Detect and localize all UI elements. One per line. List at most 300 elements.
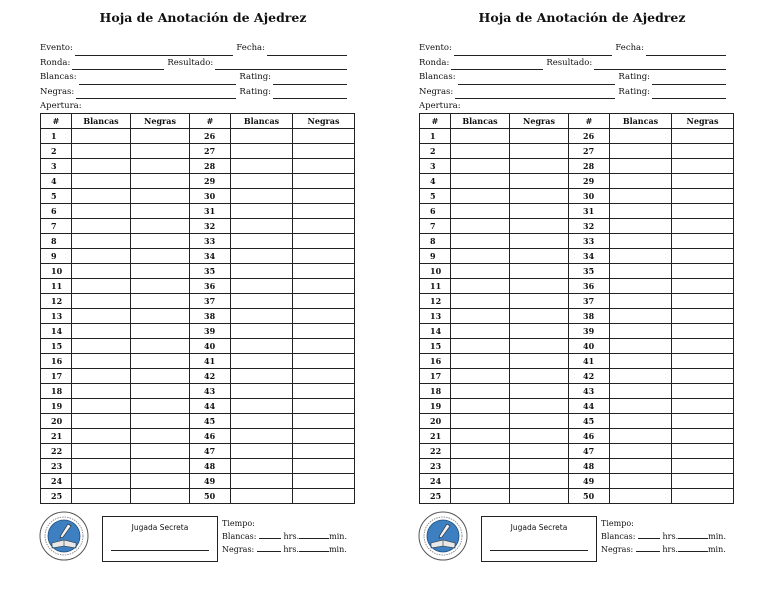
negras-rating-field[interactable] bbox=[273, 88, 347, 99]
black-move-cell-right[interactable] bbox=[293, 204, 355, 219]
white-move-cell-left[interactable] bbox=[72, 369, 131, 384]
move-number-left: 12 bbox=[420, 294, 451, 309]
move-number-left: 1 bbox=[420, 129, 451, 144]
black-move-cell-right[interactable] bbox=[293, 399, 355, 414]
black-move-cell-left[interactable] bbox=[131, 189, 190, 204]
white-move-cell-right[interactable] bbox=[231, 384, 293, 399]
move-row bbox=[41, 249, 355, 264]
white-move-cell-left[interactable] bbox=[451, 264, 510, 279]
negras-label: Negras: bbox=[419, 86, 454, 97]
black-move-cell-right[interactable] bbox=[293, 429, 355, 444]
black-move-cell-right[interactable] bbox=[293, 249, 355, 264]
black-move-cell-right[interactable] bbox=[672, 339, 734, 354]
black-move-cell-right[interactable] bbox=[293, 144, 355, 159]
move-row bbox=[420, 489, 734, 504]
move-number-right: 50 bbox=[190, 489, 231, 504]
black-move-cell-right[interactable] bbox=[293, 309, 355, 324]
white-move-cell-right[interactable] bbox=[610, 369, 672, 384]
move-number-right: 41 bbox=[190, 354, 231, 369]
move-number-right: 34 bbox=[569, 249, 610, 264]
white-move-cell-right[interactable] bbox=[231, 219, 293, 234]
black-move-cell-left[interactable] bbox=[510, 369, 569, 384]
white-move-cell-left[interactable] bbox=[72, 159, 131, 174]
white-move-cell-left[interactable] bbox=[72, 264, 131, 279]
white-move-cell-left[interactable] bbox=[451, 159, 510, 174]
black-move-cell-left[interactable] bbox=[510, 399, 569, 414]
white-move-cell-left[interactable] bbox=[451, 474, 510, 489]
white-move-cell-left[interactable] bbox=[451, 369, 510, 384]
black-move-cell-left[interactable] bbox=[510, 309, 569, 324]
black-move-cell-right[interactable] bbox=[672, 369, 734, 384]
time-negras-min-field[interactable] bbox=[678, 543, 708, 552]
black-move-cell-right[interactable] bbox=[293, 489, 355, 504]
black-move-cell-left[interactable] bbox=[510, 384, 569, 399]
white-move-cell-left[interactable] bbox=[72, 279, 131, 294]
black-move-cell-right[interactable] bbox=[672, 129, 734, 144]
white-move-cell-left[interactable] bbox=[451, 234, 510, 249]
black-move-cell-left[interactable] bbox=[131, 264, 190, 279]
move-number-right: 46 bbox=[190, 429, 231, 444]
black-move-cell-left[interactable] bbox=[510, 444, 569, 459]
move-number-right: 45 bbox=[569, 414, 610, 429]
black-move-cell-right[interactable] bbox=[293, 294, 355, 309]
white-move-cell-right[interactable] bbox=[610, 204, 672, 219]
white-move-cell-right[interactable] bbox=[610, 159, 672, 174]
move-number-left: 24 bbox=[41, 474, 72, 489]
black-move-cell-left[interactable] bbox=[510, 234, 569, 249]
move-number-left: 22 bbox=[41, 444, 72, 459]
move-row bbox=[41, 234, 355, 249]
black-move-cell-left[interactable] bbox=[131, 459, 190, 474]
black-move-cell-left[interactable] bbox=[510, 204, 569, 219]
time-negras-label: Negras: bbox=[222, 545, 255, 554]
black-move-cell-left[interactable] bbox=[131, 384, 190, 399]
move-number-right: 47 bbox=[569, 444, 610, 459]
move-number-right: 27 bbox=[569, 144, 610, 159]
black-move-cell-right[interactable] bbox=[672, 189, 734, 204]
black-move-cell-left[interactable] bbox=[131, 399, 190, 414]
white-move-cell-left[interactable] bbox=[72, 249, 131, 264]
black-move-cell-right[interactable] bbox=[293, 129, 355, 144]
move-number-left: 3 bbox=[41, 159, 72, 174]
move-number-left: 17 bbox=[420, 369, 451, 384]
white-move-cell-left[interactable] bbox=[451, 414, 510, 429]
white-move-cell-left[interactable] bbox=[451, 204, 510, 219]
black-move-cell-right[interactable] bbox=[293, 279, 355, 294]
col-number-left: # bbox=[420, 114, 451, 129]
black-move-cell-right[interactable] bbox=[672, 309, 734, 324]
move-row bbox=[420, 159, 734, 174]
white-move-cell-left[interactable] bbox=[72, 399, 131, 414]
white-move-cell-right[interactable] bbox=[231, 234, 293, 249]
white-move-cell-left[interactable] bbox=[451, 444, 510, 459]
white-move-cell-right[interactable] bbox=[231, 159, 293, 174]
black-move-cell-left[interactable] bbox=[131, 414, 190, 429]
time-negras-hrs-field[interactable] bbox=[257, 543, 281, 552]
black-move-cell-right[interactable] bbox=[672, 354, 734, 369]
black-move-cell-left[interactable] bbox=[131, 129, 190, 144]
move-number-right: 48 bbox=[190, 459, 231, 474]
fecha-field[interactable] bbox=[646, 45, 726, 56]
time-negras-hrs-field[interactable] bbox=[636, 543, 660, 552]
white-move-cell-left[interactable] bbox=[72, 384, 131, 399]
white-move-cell-right[interactable] bbox=[610, 489, 672, 504]
black-move-cell-right[interactable] bbox=[672, 249, 734, 264]
white-move-cell-right[interactable] bbox=[610, 249, 672, 264]
secret-move-box[interactable] bbox=[481, 516, 597, 562]
black-move-cell-right[interactable] bbox=[293, 339, 355, 354]
black-move-cell-right[interactable] bbox=[293, 474, 355, 489]
black-move-cell-left[interactable] bbox=[131, 324, 190, 339]
white-move-cell-left[interactable] bbox=[72, 144, 131, 159]
blancas-field[interactable] bbox=[458, 74, 616, 85]
black-move-cell-left[interactable] bbox=[131, 144, 190, 159]
ronda-field[interactable] bbox=[72, 59, 164, 70]
black-move-cell-left[interactable] bbox=[510, 414, 569, 429]
black-move-cell-left[interactable] bbox=[131, 474, 190, 489]
black-move-cell-right[interactable] bbox=[672, 414, 734, 429]
white-move-cell-right[interactable] bbox=[231, 309, 293, 324]
blancas-rating-field[interactable] bbox=[273, 74, 347, 85]
white-move-cell-right[interactable] bbox=[610, 264, 672, 279]
black-move-cell-right[interactable] bbox=[672, 234, 734, 249]
white-move-cell-left[interactable] bbox=[72, 429, 131, 444]
white-move-cell-left[interactable] bbox=[451, 459, 510, 474]
resultado-field[interactable] bbox=[594, 59, 726, 70]
fecha-field[interactable] bbox=[267, 45, 347, 56]
black-move-cell-right[interactable] bbox=[672, 384, 734, 399]
black-move-cell-right[interactable] bbox=[672, 294, 734, 309]
time-blancas-min-field[interactable] bbox=[678, 530, 708, 539]
black-move-cell-right[interactable] bbox=[293, 219, 355, 234]
white-move-cell-left[interactable] bbox=[72, 459, 131, 474]
move-number-right: 30 bbox=[569, 189, 610, 204]
white-move-cell-right[interactable] bbox=[610, 294, 672, 309]
white-move-cell-right[interactable] bbox=[231, 174, 293, 189]
white-move-cell-left[interactable] bbox=[72, 474, 131, 489]
white-move-cell-right[interactable] bbox=[231, 324, 293, 339]
white-move-cell-left[interactable] bbox=[451, 309, 510, 324]
col-negras-left: Negras bbox=[131, 114, 190, 129]
white-move-cell-left[interactable] bbox=[72, 444, 131, 459]
move-number-left: 16 bbox=[420, 354, 451, 369]
black-move-cell-left[interactable] bbox=[510, 489, 569, 504]
time-negras-min-label: min. bbox=[707, 545, 726, 554]
black-move-cell-left[interactable] bbox=[131, 429, 190, 444]
black-move-cell-left[interactable] bbox=[131, 369, 190, 384]
resultado-field[interactable] bbox=[215, 59, 347, 70]
black-move-cell-left[interactable] bbox=[131, 339, 190, 354]
white-move-cell-right[interactable] bbox=[231, 279, 293, 294]
white-move-cell-left[interactable] bbox=[451, 429, 510, 444]
white-move-cell-left[interactable] bbox=[451, 144, 510, 159]
move-number-left: 20 bbox=[420, 414, 451, 429]
move-row bbox=[41, 474, 355, 489]
move-row bbox=[420, 414, 734, 429]
secret-move-line bbox=[111, 550, 209, 551]
apertura-field[interactable] bbox=[84, 103, 347, 114]
negras-field[interactable] bbox=[76, 88, 236, 99]
black-move-cell-left[interactable] bbox=[510, 459, 569, 474]
negras-label: Negras: bbox=[40, 86, 75, 97]
black-move-cell-right[interactable] bbox=[672, 174, 734, 189]
black-move-cell-right[interactable] bbox=[293, 264, 355, 279]
white-move-cell-left[interactable] bbox=[451, 294, 510, 309]
white-move-cell-right[interactable] bbox=[610, 429, 672, 444]
white-move-cell-right[interactable] bbox=[231, 189, 293, 204]
black-move-cell-left[interactable] bbox=[510, 429, 569, 444]
negras-rating-field[interactable] bbox=[652, 88, 726, 99]
move-row bbox=[41, 309, 355, 324]
white-move-cell-left[interactable] bbox=[451, 189, 510, 204]
negras-field[interactable] bbox=[455, 88, 615, 99]
ronda-label: Ronda: bbox=[40, 57, 71, 68]
black-move-cell-left[interactable] bbox=[510, 324, 569, 339]
white-move-cell-right[interactable] bbox=[231, 414, 293, 429]
white-move-cell-right[interactable] bbox=[610, 234, 672, 249]
black-move-cell-left[interactable] bbox=[131, 204, 190, 219]
white-move-cell-right[interactable] bbox=[610, 174, 672, 189]
move-number-left: 21 bbox=[420, 429, 451, 444]
black-move-cell-left[interactable] bbox=[131, 279, 190, 294]
time-blancas-min-field[interactable] bbox=[299, 530, 329, 539]
white-move-cell-left[interactable] bbox=[451, 399, 510, 414]
white-move-cell-left[interactable] bbox=[72, 234, 131, 249]
black-move-cell-left[interactable] bbox=[131, 159, 190, 174]
black-move-cell-right[interactable] bbox=[672, 489, 734, 504]
white-move-cell-left[interactable] bbox=[451, 249, 510, 264]
move-number-right: 38 bbox=[190, 309, 231, 324]
black-move-cell-right[interactable] bbox=[293, 444, 355, 459]
black-move-cell-right[interactable] bbox=[672, 279, 734, 294]
blancas-rating-label: Rating: bbox=[618, 72, 650, 82]
black-move-cell-right[interactable] bbox=[672, 474, 734, 489]
black-move-cell-right[interactable] bbox=[672, 459, 734, 474]
moves-header-row bbox=[41, 114, 355, 129]
move-number-right: 32 bbox=[569, 219, 610, 234]
black-move-cell-right[interactable] bbox=[293, 384, 355, 399]
time-blancas-hrs-field[interactable] bbox=[259, 530, 281, 539]
move-row bbox=[420, 279, 734, 294]
move-number-right: 31 bbox=[569, 204, 610, 219]
black-move-cell-left[interactable] bbox=[131, 444, 190, 459]
black-move-cell-right[interactable] bbox=[293, 354, 355, 369]
move-row bbox=[420, 234, 734, 249]
evento-field[interactable] bbox=[454, 45, 612, 56]
white-move-cell-right[interactable] bbox=[231, 489, 293, 504]
black-move-cell-right[interactable] bbox=[672, 399, 734, 414]
white-move-cell-right[interactable] bbox=[231, 129, 293, 144]
white-move-cell-left[interactable] bbox=[72, 219, 131, 234]
white-move-cell-right[interactable] bbox=[610, 324, 672, 339]
white-move-cell-left[interactable] bbox=[72, 324, 131, 339]
black-move-cell-left[interactable] bbox=[510, 474, 569, 489]
white-move-cell-right[interactable] bbox=[610, 444, 672, 459]
white-move-cell-right[interactable] bbox=[610, 384, 672, 399]
move-number-right: 36 bbox=[569, 279, 610, 294]
col-blancas-left: Blancas bbox=[72, 114, 131, 129]
blancas-rating-field[interactable] bbox=[652, 74, 726, 85]
white-move-cell-left[interactable] bbox=[72, 174, 131, 189]
white-move-cell-right[interactable] bbox=[610, 219, 672, 234]
move-row bbox=[420, 294, 734, 309]
move-row bbox=[420, 339, 734, 354]
black-move-cell-left[interactable] bbox=[510, 264, 569, 279]
white-move-cell-right[interactable] bbox=[610, 399, 672, 414]
black-move-cell-left[interactable] bbox=[510, 294, 569, 309]
black-move-cell-right[interactable] bbox=[672, 444, 734, 459]
white-move-cell-right[interactable] bbox=[610, 309, 672, 324]
move-number-right: 29 bbox=[190, 174, 231, 189]
black-move-cell-left[interactable] bbox=[510, 354, 569, 369]
move-row bbox=[420, 219, 734, 234]
black-move-cell-left[interactable] bbox=[510, 144, 569, 159]
time-negras-min-field[interactable] bbox=[299, 543, 329, 552]
white-move-cell-right[interactable] bbox=[610, 339, 672, 354]
white-move-cell-left[interactable] bbox=[72, 339, 131, 354]
white-move-cell-left[interactable] bbox=[72, 354, 131, 369]
white-move-cell-left[interactable] bbox=[72, 309, 131, 324]
white-move-cell-right[interactable] bbox=[231, 264, 293, 279]
white-move-cell-left[interactable] bbox=[451, 129, 510, 144]
black-move-cell-left[interactable] bbox=[510, 189, 569, 204]
black-move-cell-left[interactable] bbox=[131, 309, 190, 324]
col-negras-left: Negras bbox=[510, 114, 569, 129]
move-row bbox=[41, 174, 355, 189]
white-move-cell-right[interactable] bbox=[610, 129, 672, 144]
black-move-cell-left[interactable] bbox=[510, 219, 569, 234]
move-number-left: 3 bbox=[420, 159, 451, 174]
black-move-cell-right[interactable] bbox=[293, 324, 355, 339]
white-move-cell-left[interactable] bbox=[451, 339, 510, 354]
black-move-cell-right[interactable] bbox=[672, 324, 734, 339]
time-blancas-min-label: min. bbox=[708, 532, 726, 541]
black-move-cell-right[interactable] bbox=[672, 429, 734, 444]
evento-field[interactable] bbox=[75, 45, 233, 56]
black-move-cell-right[interactable] bbox=[293, 189, 355, 204]
black-move-cell-right[interactable] bbox=[293, 234, 355, 249]
black-move-cell-right[interactable] bbox=[672, 264, 734, 279]
white-move-cell-left[interactable] bbox=[72, 129, 131, 144]
white-move-cell-left[interactable] bbox=[451, 279, 510, 294]
sheet-footer bbox=[417, 510, 747, 570]
white-move-cell-right[interactable] bbox=[231, 474, 293, 489]
black-move-cell-left[interactable] bbox=[510, 249, 569, 264]
school-crest-icon bbox=[417, 510, 469, 562]
ronda-label: Ronda: bbox=[419, 57, 450, 68]
white-move-cell-right[interactable] bbox=[231, 354, 293, 369]
white-move-cell-right[interactable] bbox=[610, 414, 672, 429]
move-number-right: 49 bbox=[569, 474, 610, 489]
white-move-cell-right[interactable] bbox=[610, 279, 672, 294]
black-move-cell-right[interactable] bbox=[293, 459, 355, 474]
white-move-cell-right[interactable] bbox=[610, 144, 672, 159]
white-move-cell-left[interactable] bbox=[72, 414, 131, 429]
move-number-left: 17 bbox=[41, 369, 72, 384]
ronda-field[interactable] bbox=[451, 59, 543, 70]
black-move-cell-left[interactable] bbox=[510, 159, 569, 174]
black-move-cell-left[interactable] bbox=[131, 234, 190, 249]
blancas-field[interactable] bbox=[79, 74, 237, 85]
black-move-cell-right[interactable] bbox=[293, 369, 355, 384]
header-fields bbox=[419, 41, 729, 114]
black-move-cell-right[interactable] bbox=[293, 159, 355, 174]
white-move-cell-right[interactable] bbox=[231, 204, 293, 219]
white-move-cell-left[interactable] bbox=[72, 204, 131, 219]
white-move-cell-right[interactable] bbox=[231, 249, 293, 264]
white-move-cell-right[interactable] bbox=[231, 444, 293, 459]
white-move-cell-right[interactable] bbox=[231, 399, 293, 414]
apertura-field[interactable] bbox=[463, 103, 726, 114]
move-row bbox=[41, 399, 355, 414]
time-blancas-hrs-field[interactable] bbox=[638, 530, 660, 539]
black-move-cell-right[interactable] bbox=[672, 159, 734, 174]
black-move-cell-left[interactable] bbox=[131, 219, 190, 234]
move-row bbox=[420, 264, 734, 279]
move-number-left: 13 bbox=[41, 309, 72, 324]
black-move-cell-left[interactable] bbox=[131, 294, 190, 309]
black-move-cell-left[interactable] bbox=[510, 129, 569, 144]
move-number-right: 49 bbox=[190, 474, 231, 489]
white-move-cell-right[interactable] bbox=[231, 369, 293, 384]
move-number-left: 18 bbox=[41, 384, 72, 399]
white-move-cell-left[interactable] bbox=[451, 219, 510, 234]
white-move-cell-left[interactable] bbox=[451, 384, 510, 399]
move-number-left: 24 bbox=[420, 474, 451, 489]
white-move-cell-right[interactable] bbox=[231, 339, 293, 354]
secret-move-box[interactable] bbox=[102, 516, 218, 562]
white-move-cell-left[interactable] bbox=[72, 294, 131, 309]
black-move-cell-right[interactable] bbox=[672, 204, 734, 219]
black-move-cell-right[interactable] bbox=[293, 174, 355, 189]
white-move-cell-right[interactable] bbox=[610, 474, 672, 489]
white-move-cell-left[interactable] bbox=[451, 174, 510, 189]
black-move-cell-left[interactable] bbox=[131, 489, 190, 504]
black-move-cell-right[interactable] bbox=[672, 219, 734, 234]
black-move-cell-right[interactable] bbox=[293, 414, 355, 429]
black-move-cell-right[interactable] bbox=[672, 144, 734, 159]
move-row bbox=[41, 279, 355, 294]
move-number-right: 35 bbox=[190, 264, 231, 279]
white-move-cell-right[interactable] bbox=[610, 354, 672, 369]
black-move-cell-left[interactable] bbox=[131, 354, 190, 369]
white-move-cell-left[interactable] bbox=[72, 489, 131, 504]
black-move-cell-left[interactable] bbox=[510, 339, 569, 354]
black-move-cell-left[interactable] bbox=[510, 174, 569, 189]
header-fields bbox=[40, 41, 350, 114]
black-move-cell-left[interactable] bbox=[131, 174, 190, 189]
move-number-left: 20 bbox=[41, 414, 72, 429]
white-move-cell-right[interactable] bbox=[231, 429, 293, 444]
white-move-cell-left[interactable] bbox=[451, 489, 510, 504]
white-move-cell-right[interactable] bbox=[231, 294, 293, 309]
move-row bbox=[41, 129, 355, 144]
white-move-cell-right[interactable] bbox=[610, 459, 672, 474]
move-row bbox=[420, 144, 734, 159]
blancas-label: Blancas: bbox=[419, 72, 456, 82]
white-move-cell-left[interactable] bbox=[451, 354, 510, 369]
white-move-cell-right[interactable] bbox=[231, 144, 293, 159]
black-move-cell-left[interactable] bbox=[510, 279, 569, 294]
negras-rating-label: Rating: bbox=[618, 86, 650, 97]
white-move-cell-left[interactable] bbox=[72, 189, 131, 204]
secret-move-label: Jugada Secreta bbox=[510, 523, 568, 532]
white-move-cell-right[interactable] bbox=[231, 459, 293, 474]
white-move-cell-left[interactable] bbox=[451, 324, 510, 339]
move-row bbox=[420, 129, 734, 144]
black-move-cell-left[interactable] bbox=[131, 249, 190, 264]
white-move-cell-right[interactable] bbox=[610, 189, 672, 204]
